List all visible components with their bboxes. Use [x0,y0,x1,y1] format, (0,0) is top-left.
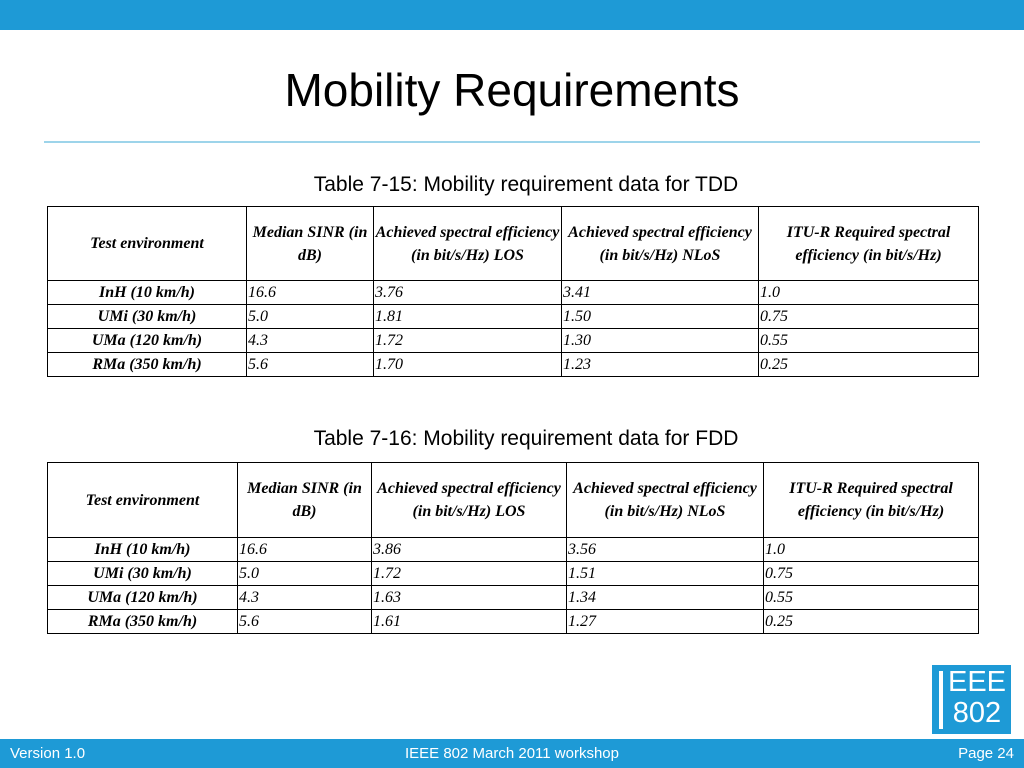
table-row [48,610,979,634]
logo-text-eee: EEE [947,666,1007,698]
cell-env: UMi (30 km/h) [48,305,247,329]
cell-nlos: 1.34 [567,586,764,610]
table-fdd-caption: Table 7-16: Mobility requirement data for FDD [313,427,739,450]
cell-nlos: 1.23 [562,353,759,377]
table-row [48,353,979,377]
cell-itu: 0.25 [759,353,979,377]
cell-los: 1.70 [374,353,562,377]
header-itu-required: ITU-R Required spectral efficiency (in bit/s/Hz) [759,207,979,281]
header-nlos: Achieved spectral efficiency (in bit/s/Hz) NLoS [567,463,764,538]
table-row [48,562,979,586]
cell-itu: 0.75 [764,562,979,586]
table-header-row [48,463,979,538]
cell-env: InH (10 km/h) [48,538,238,562]
cell-sinr: 5.6 [247,353,374,377]
cell-los: 1.63 [372,586,567,610]
cell-nlos: 1.30 [562,329,759,353]
header-median-sinr: Median SINR (in dB) [238,463,372,538]
table-row [48,329,979,353]
cell-nlos: 1.51 [567,562,764,586]
header-itu-required: ITU-R Required spectral efficiency (in bit/s/Hz) [764,463,979,538]
cell-env: InH (10 km/h) [48,281,247,305]
cell-nlos: 3.41 [562,281,759,305]
cell-los: 1.61 [372,610,567,634]
cell-itu: 1.0 [759,281,979,305]
slide-title: Mobility Requirements [284,64,740,116]
cell-env: UMa (120 km/h) [48,586,238,610]
cell-sinr: 4.3 [247,329,374,353]
table-tdd-caption: Table 7-15: Mobility requirement data for TDD [313,173,739,196]
table-tdd [47,206,979,377]
table-header-row [48,207,979,281]
cell-nlos: 1.27 [567,610,764,634]
top-accent-bar [0,0,1024,30]
footer-event: IEEE 802 March 2011 workshop [404,745,619,762]
cell-itu: 0.55 [759,329,979,353]
cell-itu: 0.75 [759,305,979,329]
cell-sinr: 5.0 [247,305,374,329]
cell-env: RMa (350 km/h) [48,610,238,634]
header-los: Achieved spectral efficiency (in bit/s/Hz) LOS [372,463,567,538]
cell-sinr: 4.3 [238,586,372,610]
cell-sinr: 16.6 [247,281,374,305]
footer-version: Version 1.0 [10,745,86,762]
cell-los: 1.72 [374,329,562,353]
ieee-802-logo [932,665,1011,734]
cell-los: 1.72 [372,562,567,586]
cell-env: UMi (30 km/h) [48,562,238,586]
cell-los: 3.76 [374,281,562,305]
header-nlos: Achieved spectral efficiency (in bit/s/Hz) NLoS [562,207,759,281]
table-row [48,586,979,610]
logo-text-802: 802 [952,697,1002,729]
cell-nlos: 1.50 [562,305,759,329]
cell-env: UMa (120 km/h) [48,329,247,353]
header-test-environment: Test environment [48,207,247,281]
cell-itu: 0.25 [764,610,979,634]
header-median-sinr: Median SINR (in dB) [247,207,374,281]
table-row [48,281,979,305]
logo-i-bar [939,671,943,729]
footer-page-number: Page 24 [958,745,1014,762]
cell-los: 3.86 [372,538,567,562]
cell-sinr: 5.6 [238,610,372,634]
footer-bar [0,739,1024,768]
table-fdd [47,462,979,634]
cell-env: RMa (350 km/h) [48,353,247,377]
cell-itu: 1.0 [764,538,979,562]
cell-nlos: 3.56 [567,538,764,562]
cell-itu: 0.55 [764,586,979,610]
header-test-environment: Test environment [48,463,238,538]
table-row [48,305,979,329]
cell-sinr: 5.0 [238,562,372,586]
cell-sinr: 16.6 [238,538,372,562]
table-row [48,538,979,562]
cell-los: 1.81 [374,305,562,329]
header-los: Achieved spectral efficiency (in bit/s/Hz) LOS [374,207,562,281]
title-divider [44,141,980,143]
